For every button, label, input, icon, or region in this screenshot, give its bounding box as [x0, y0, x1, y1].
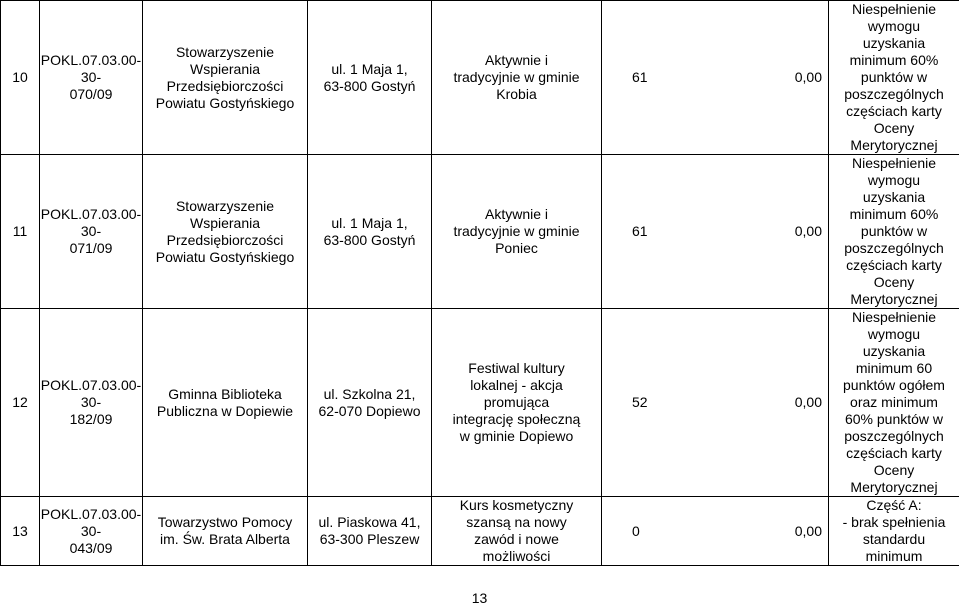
organization-address: ul. 1 Maja 1, 63-800 Gostyń [308, 1, 432, 155]
rejection-reason: Niespełnienie wymogu uzyskania minimum 60% punktów w poszczególnych częściach karty Oceny Merytorycznej [829, 1, 959, 155]
project-title: Festiwal kultury lokalnej - akcja promująca integrację społeczną w gminie Dopiewo [432, 309, 602, 497]
rejection-reason: Część A: - brak spełnienia standardu minimum [829, 497, 959, 566]
project-code: POKL.07.03.00-30- 071/09 [40, 155, 143, 309]
page-number: 13 [471, 590, 488, 606]
organization-address: ul. 1 Maja 1, 63-800 Gostyń [308, 155, 432, 309]
table-row [1, 155, 959, 309]
organization-address: ul. Szkolna 21, 62-070 Dopiewo [308, 309, 432, 497]
organization-address: ul. Piaskowa 41, 63-300 Pleszew [308, 497, 432, 566]
table-row [1, 309, 959, 497]
rejection-reason: Niespełnienie wymogu uzyskania minimum 60% punktów w poszczególnych częściach karty Oceny Merytorycznej [829, 155, 959, 309]
points: 0 [632, 522, 640, 539]
amount: 0,00 [794, 394, 822, 410]
project-code: POKL.07.03.00-30- 070/09 [40, 1, 143, 155]
organization-name: Gminna Biblioteka Publiczna w Dopiewie [143, 309, 308, 497]
score-amount-cell [602, 1, 829, 155]
table-row [1, 497, 959, 566]
organization-name: Stowarzyszenie Wspierania Przedsiębiorczości Powiatu Gostyńskiego [143, 1, 308, 155]
project-title: Aktywnie i tradycyjnie w gminie Poniec [432, 155, 602, 309]
points: 52 [632, 394, 648, 410]
organization-name: Towarzystwo Pomocy im. Św. Brata Alberta [143, 497, 308, 566]
amount: 0,00 [794, 522, 822, 539]
organization-name: Stowarzyszenie Wspierania Przedsiębiorczości Powiatu Gostyńskiego [143, 155, 308, 309]
table-row [1, 1, 959, 155]
row-number: 10 [1, 1, 40, 155]
row-number: 13 [1, 497, 40, 566]
row-number: 12 [1, 309, 40, 497]
project-title: Kurs kosmetyczny szansą na nowy zawód i nowe możliwości [432, 497, 602, 566]
project-title: Aktywnie i tradycyjnie w gminie Krobia [432, 1, 602, 155]
amount: 0,00 [794, 223, 822, 239]
score-amount-cell [602, 309, 829, 497]
points: 61 [632, 223, 648, 239]
score-amount-cell [602, 155, 829, 309]
rejection-reason: Niespełnienie wymogu uzyskania minimum 60 punktów ogółem oraz minimum 60% punktów w poszczególnych częściach karty Oceny Merytorycznej [829, 309, 959, 497]
amount: 0,00 [794, 69, 822, 85]
score-amount-cell [602, 497, 829, 566]
row-number: 11 [1, 155, 40, 309]
project-code: POKL.07.03.00-30- 182/09 [40, 309, 143, 497]
project-code: POKL.07.03.00-30- 043/09 [40, 497, 143, 566]
points: 61 [632, 69, 648, 85]
